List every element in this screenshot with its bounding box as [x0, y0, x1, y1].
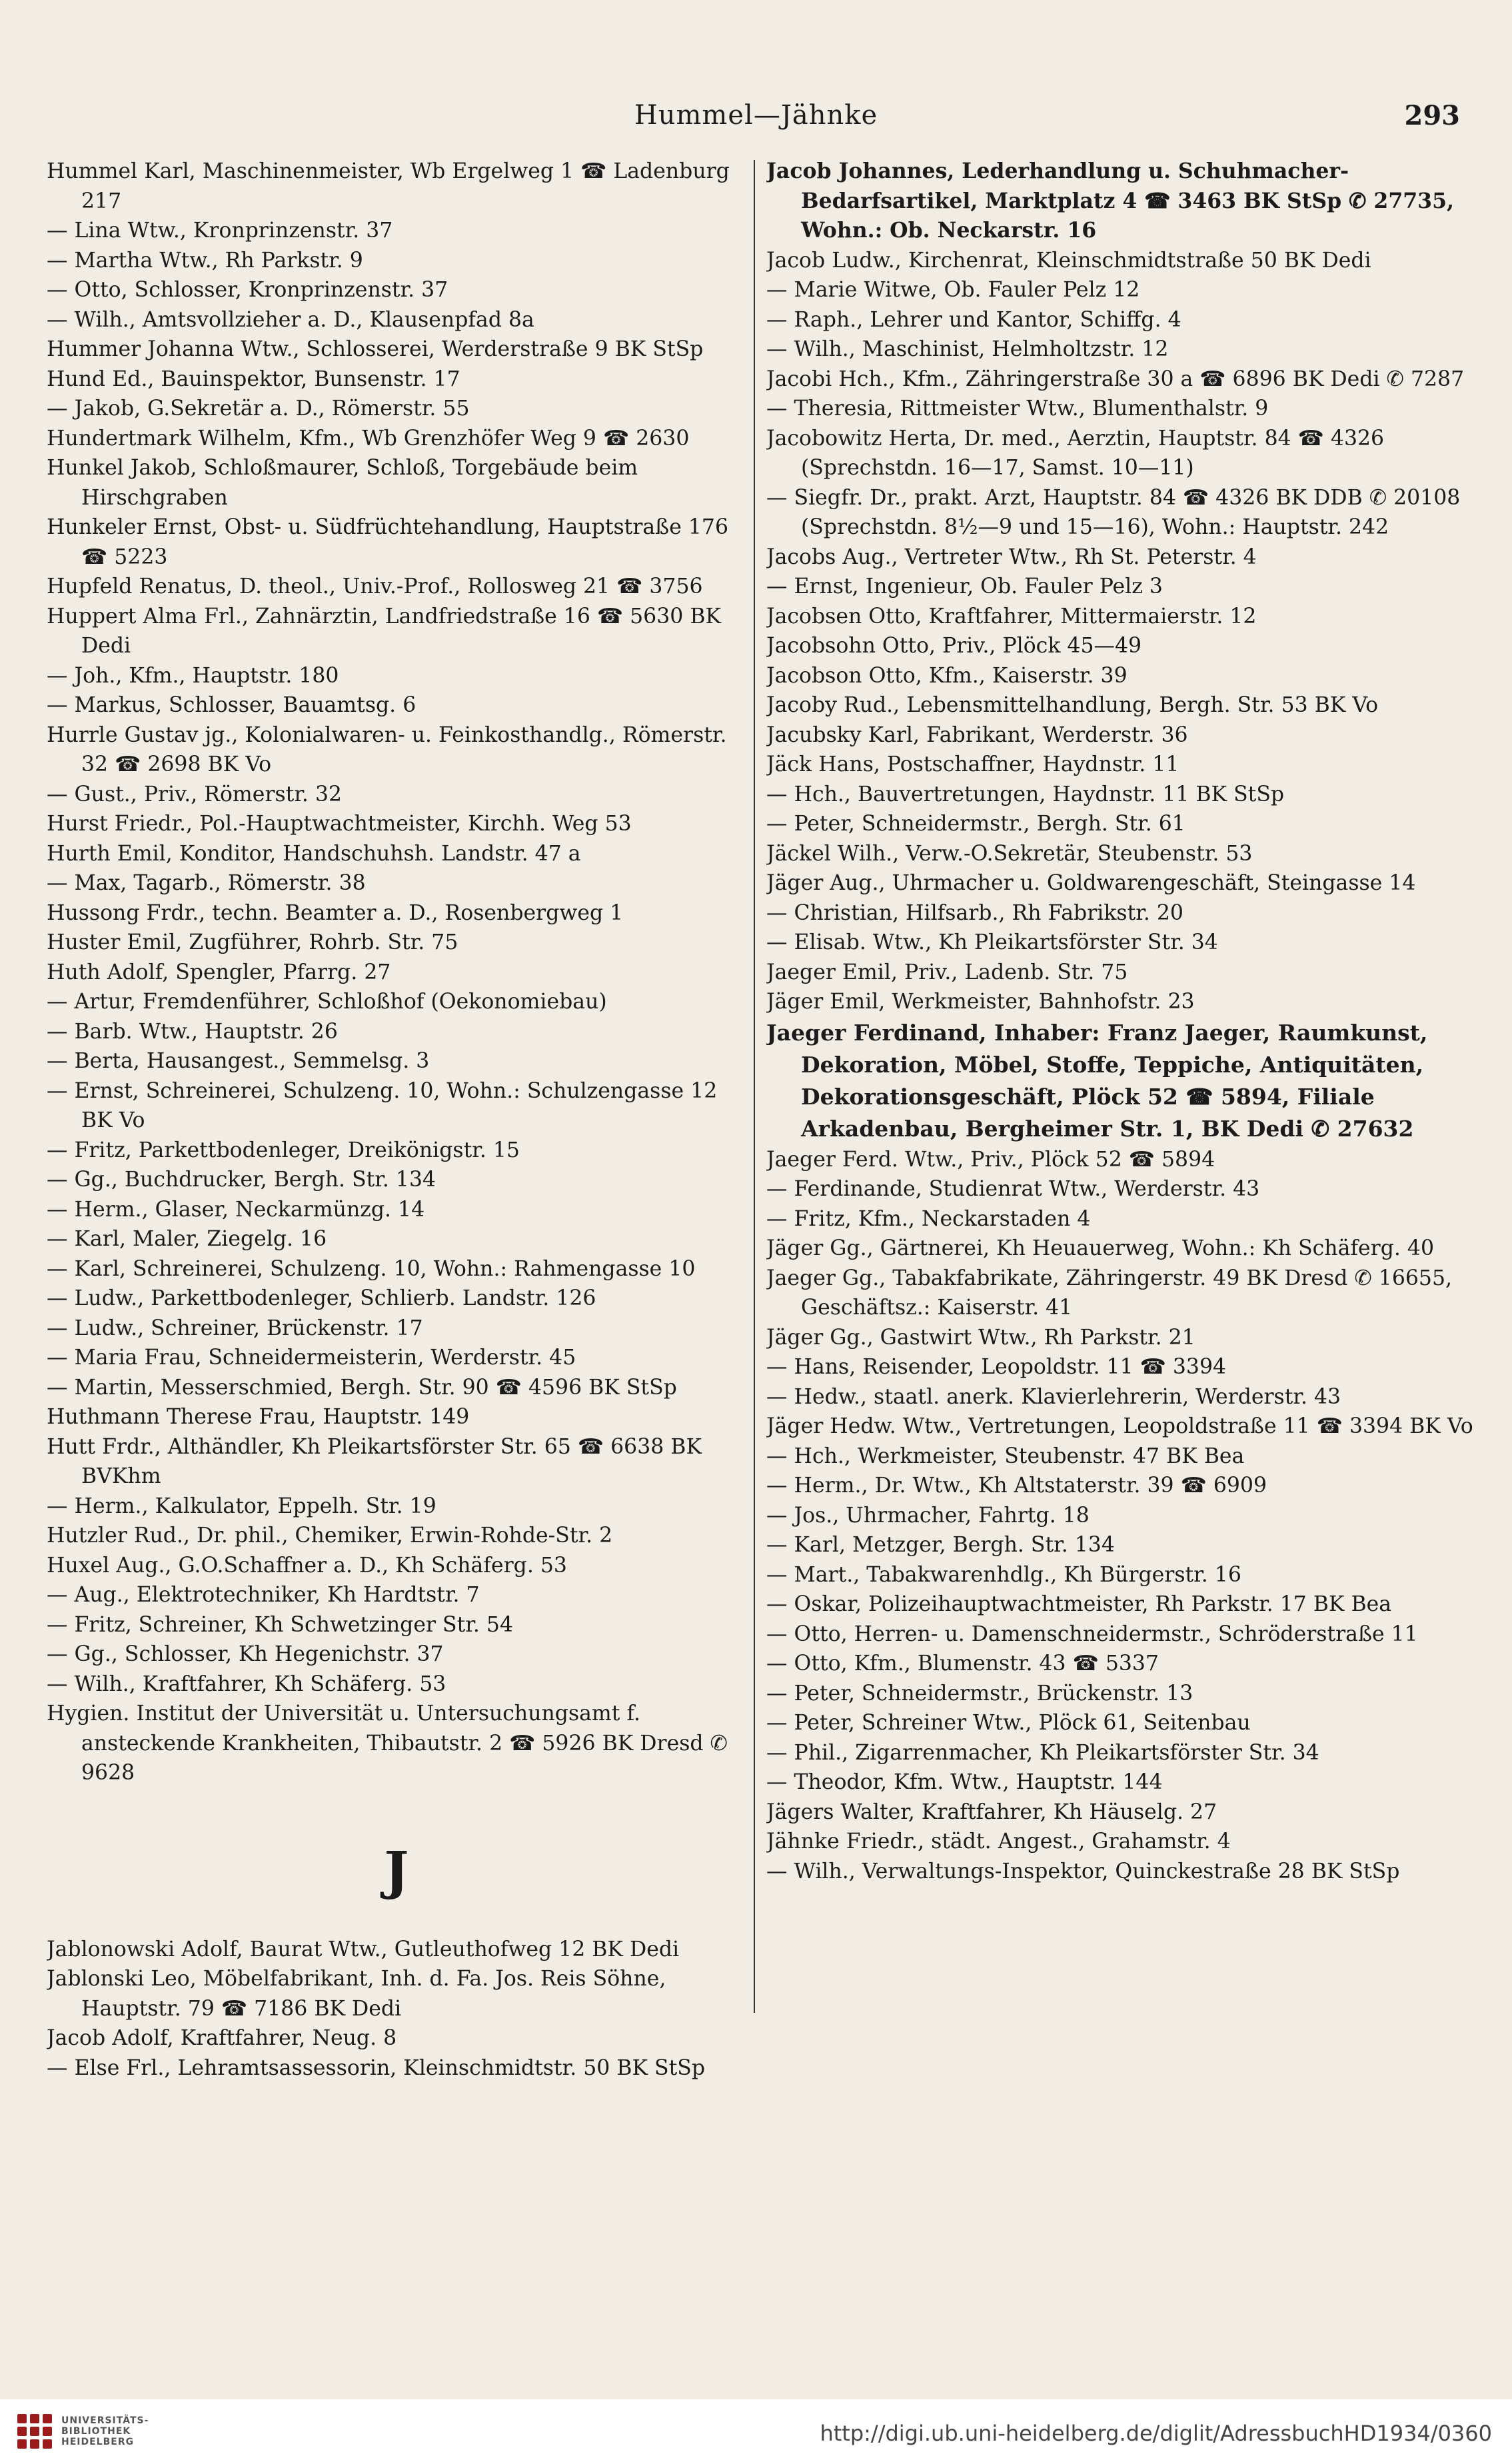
right-column — [766, 157, 1489, 1886]
column-divider — [754, 160, 755, 2013]
directory-entry: — Aug., Elektrotechniker, Kh Hardtstr. 7 — [47, 1583, 480, 1607]
directory-entry: Jacoby Rud., Lebensmittelhandlung, Bergh. Str. 53 BK Vo — [766, 693, 1379, 717]
page-number: 293 — [1404, 100, 1460, 131]
directory-entry: — Phil., Zigarrenmacher, Kh Pleikartsförster Str. 34 — [766, 1740, 1319, 1765]
directory-entry: Jacobs Aug., Vertreter Wtw., Rh St. Peterstr. 4 — [766, 545, 1257, 569]
directory-entry: — Peter, Schreiner Wtw., Plöck 61, Seitenbau — [766, 1711, 1251, 1735]
directory-entry: — Fritz, Parkettbodenleger, Dreikönigstr. 15 — [47, 1138, 520, 1162]
directory-entry: Jacobowitz Herta, Dr. med., Aerztin, Hauptstr. 84 ☎ 4326 (Sprechstdn. 16—17, Samst. 10—11) — [766, 426, 1385, 480]
directory-entry: — Herm., Kalkulator, Eppelh. Str. 19 — [47, 1494, 436, 1518]
directory-entry: Hurrle Gustav jg., Kolonialwaren- u. Feinkosthandlg., Römerstr. 32 ☎ 2698 BK Vo — [47, 722, 727, 776]
directory-entry: — Mart., Tabakwarenhdlg., Kh Bürgerstr. 16 — [766, 1562, 1241, 1587]
directory-entry: — Barb. Wtw., Hauptstr. 26 — [47, 1019, 338, 1044]
directory-entry: — Markus, Schlosser, Bauamtsg. 6 — [47, 693, 416, 717]
directory-entry: — Christian, Hilfsarb., Rh Fabrikstr. 20 — [766, 900, 1183, 925]
directory-entry: Hurth Emil, Konditor, Handschuhsh. Landstr. 47 a — [47, 841, 581, 866]
directory-entry: — Peter, Schneidermstr., Brückenstr. 13 — [766, 1681, 1193, 1706]
directory-entry: — Jakob, G.Sekretär a. D., Römerstr. 55 — [47, 397, 470, 421]
directory-entry: — Martha Wtw., Rh Parkstr. 9 — [47, 248, 363, 273]
directory-entry: Jähnke Friedr., städt. Angest., Grahamstr. 4 — [766, 1830, 1231, 1853]
directory-entry: — Gust., Priv., Römerstr. 32 — [47, 782, 343, 806]
directory-entry: Huppert Alma Frl., Zahnärztin, Landfriedstraße 16 ☎ 5630 BK Dedi — [47, 604, 721, 658]
directory-entry: Hummel Karl, Maschinenmeister, Wb Ergelweg 1 ☎ Ladenburg 217 — [47, 159, 730, 213]
directory-entry: Hund Ed., Bauinspektor, Bunsenstr. 17 — [47, 367, 460, 391]
directory-entry: — Ferdinande, Studienrat Wtw., Werderstr. 43 — [766, 1177, 1260, 1201]
directory-entry: Jäger Gg., Gärtnerei, Kh Heuauerweg, Wohn.: Kh Schäferg. 40 — [766, 1236, 1435, 1260]
directory-entry: — Martin, Messerschmied, Bergh. Str. 90 ☎ 4596 BK StSp — [47, 1375, 677, 1400]
section-letter-heading: J — [384, 1840, 409, 1901]
directory-entry: — Wilh., Amtsvollzieher a. D., Klausenpfad 8a — [47, 307, 534, 332]
directory-entry: Jaeger Ferdinand, Inhaber: Franz Jaeger, Raumkunst, Dekoration, Möbel, Stoffe, Teppiche, Antiquitäten, Dekorationsgeschäft, Plöck 52 ☎ 5894, Filiale Arkadenbau, Bergheimer Str. 1, BK Dedi ✆ 27632 — [766, 1019, 1428, 1142]
source-url-link[interactable]: http://digi.ub.uni-heidelberg.de/diglit/AdressbuchHD1934/0360 — [820, 2421, 1492, 2446]
directory-entry: Hundertmark Wilhelm, Kfm., Wb Grenzhöfer Weg 9 ☎ 2630 — [47, 426, 690, 451]
directory-entry: Jäck Hans, Postschaffner, Haydnstr. 11 — [766, 752, 1179, 776]
directory-entry: — Gg., Schlosser, Kh Hegenichstr. 37 — [47, 1642, 444, 1666]
directory-entry: Huster Emil, Zugführer, Rohrb. Str. 75 — [47, 930, 458, 954]
directory-entry: — Siegfr. Dr., prakt. Arzt, Hauptstr. 84 ☎ 4326 BK DDB ✆ 20108 (Sprechstdn. 8½—9 und 15—16), Wohn.: Hauptstr. 242 — [766, 485, 1461, 539]
directory-entry: Hygien. Institut der Universität u. Untersuchungsamt f. ansteckende Krankheiten, Thibautstr. 2 ☎ 5926 BK Dresd ✆ 9628 — [47, 1702, 728, 1785]
directory-entry: Hupfeld Renatus, D. theol., Univ.-Prof., Rollosweg 21 ☎ 3756 — [47, 575, 703, 599]
directory-entry: Hutt Frdr., Althändler, Kh Pleikartsförster Str. 65 ☎ 6638 BK BVKhm — [47, 1434, 702, 1488]
directory-entry: — Berta, Hausangest., Semmelsg. 3 — [47, 1049, 430, 1073]
directory-entry: — Herm., Dr. Wtw., Kh Altstaterstr. 39 ☎ 6909 — [766, 1474, 1267, 1498]
directory-entry: Jäger Aug., Uhrmacher u. Goldwarengeschäft, Steingasse 14 — [766, 871, 1416, 895]
directory-entry: — Artur, Fremdenführer, Schloßhof (Oekonomiebau) — [47, 990, 607, 1014]
directory-entry: Hutzler Rud., Dr. phil., Chemiker, Erwin-Rohde-Str. 2 — [47, 1524, 613, 1548]
directory-entry: — Peter, Schneidermstr., Bergh. Str. 61 — [766, 812, 1185, 836]
directory-entry: Jacobsohn Otto, Priv., Plöck 45—49 — [766, 634, 1142, 658]
directory-entry: Jacobson Otto, Kfm., Kaiserstr. 39 — [766, 663, 1128, 688]
library-logo-text: UNIVERSITÄTS- BIBLIOTHEK HEIDELBERG — [61, 2415, 149, 2447]
directory-entry: — Wilh., Verwaltungs-Inspektor, Quinckestraße 28 BK StSp — [766, 1859, 1400, 1883]
directory-entry: — Otto, Schlosser, Kronprinzenstr. 37 — [47, 278, 448, 302]
directory-entry: — Otto, Kfm., Blumenstr. 43 ☎ 5337 — [766, 1652, 1159, 1676]
directory-entry: Jacobi Hch., Kfm., Zähringerstraße 30 a ☎ 6896 BK Dedi ✆ 7287 — [766, 367, 1465, 391]
directory-entry: Jäger Gg., Gastwirt Wtw., Rh Parkstr. 21 — [766, 1325, 1195, 1350]
directory-entry: — Karl, Metzger, Bergh. Str. 134 — [766, 1533, 1115, 1557]
directory-entry: — Jos., Uhrmacher, Fahrtg. 18 — [766, 1503, 1090, 1528]
directory-entry: — Hans, Reisender, Leopoldstr. 11 ☎ 3394 — [766, 1355, 1227, 1379]
directory-entry: — Gg., Buchdrucker, Bergh. Str. 134 — [47, 1168, 436, 1192]
directory-entry: — Ludw., Schreiner, Brückenstr. 17 — [47, 1316, 423, 1340]
directory-entry: Jacob Johannes, Lederhandlung u. Schuhmacher-Bedarfsartikel, Marktplatz 4 ☎ 3463 BK StSp ✆ 27735, Wohn.: Ob. Neckarstr. 16 — [766, 159, 1454, 243]
left-column — [47, 157, 746, 2083]
directory-entry: Jacob Adolf, Kraftfahrer, Neug. 8 — [47, 2026, 397, 2050]
directory-entry: Hurst Friedr., Pol.-Hauptwachtmeister, Kirchh. Weg 53 — [47, 812, 632, 836]
directory-entry: Jäger Hedw. Wtw., Vertretungen, Leopoldstraße 11 ☎ 3394 BK Vo — [766, 1414, 1473, 1438]
directory-entry: — Else Frl., Lehramtsassessorin, Kleinschmidtstr. 50 BK StSp — [47, 2055, 705, 2080]
directory-entry: Huth Adolf, Spengler, Pfarrg. 27 — [47, 960, 391, 984]
directory-entry: — Lina Wtw., Kronprinzenstr. 37 — [47, 219, 393, 243]
directory-entry: Jägers Walter, Kraftfahrer, Kh Häuselg. 27 — [766, 1800, 1217, 1824]
directory-entry: — Joh., Kfm., Hauptstr. 180 — [47, 663, 339, 688]
directory-entry: Jacubsky Karl, Fabrikant, Werderstr. 36 — [766, 722, 1188, 747]
directory-entry: — Maria Frau, Schneidermeisterin, Werderstr. 45 — [47, 1346, 576, 1370]
directory-entry: — Oskar, Polizeihauptwachtmeister, Rh Parkstr. 17 BK Bea — [766, 1592, 1392, 1616]
directory-entry: Jäger Emil, Werkmeister, Bahnhofstr. 23 — [766, 990, 1195, 1014]
directory-entry: — Hch., Bauvertretungen, Haydnstr. 11 BK StSp — [766, 782, 1285, 806]
directory-entry: Jablonski Leo, Möbelfabrikant, Inh. d. Fa. Jos. Reis Söhne, Hauptstr. 79 ☎ 7186 BK Dedi — [47, 1967, 666, 2021]
directory-entry: Hunkel Jakob, Schloßmaurer, Schloß, Torgebäude beim Hirschgraben — [47, 456, 638, 510]
directory-entry: Huthmann Therese Frau, Hauptstr. 149 — [47, 1405, 470, 1429]
page-header — [47, 87, 1465, 140]
directory-entry: Jablonowski Adolf, Baurat Wtw., Gutleuthofweg 12 BK Dedi — [47, 1937, 680, 1961]
directory-entry: — Karl, Maler, Ziegelg. 16 — [47, 1227, 327, 1251]
directory-entry: — Max, Tagarb., Römerstr. 38 — [47, 871, 366, 895]
directory-entry: Jaeger Gg., Tabakfabrikate, Zähringerstr. 49 BK Dresd ✆ 16655, Geschäftsz.: Kaiserstr. 41 — [766, 1266, 1452, 1320]
directory-entry: — Hedw., staatl. anerk. Klavierlehrerin, Werderstr. 43 — [766, 1384, 1341, 1409]
directory-entry: — Fritz, Kfm., Neckarstaden 4 — [766, 1206, 1091, 1231]
directory-entry: Jaeger Ferd. Wtw., Priv., Plöck 52 ☎ 5894 — [766, 1147, 1215, 1172]
directory-entry: — Wilh., Maschinist, Helmholtzstr. 12 — [766, 337, 1169, 361]
directory-entry: — Ernst, Ingenieur, Ob. Fauler Pelz 3 — [766, 575, 1163, 599]
directory-entry: — Raph., Lehrer und Kantor, Schiffg. 4 — [766, 307, 1181, 332]
directory-entry: — Theodor, Kfm. Wtw., Hauptstr. 144 — [766, 1770, 1163, 1794]
directory-entry: Hussong Frdr., techn. Beamter a. D., Rosenbergweg 1 — [47, 900, 624, 925]
directory-entry: Hummer Johanna Wtw., Schlosserei, Werderstraße 9 BK StSp — [47, 337, 704, 361]
library-logo-icon — [17, 2414, 52, 2449]
directory-entry: — Karl, Schreinerei, Schulzeng. 10, Wohn.: Rahmengasse 10 — [47, 1256, 696, 1281]
running-title: Hummel—Jähnke — [634, 100, 878, 131]
directory-entry: — Ludw., Parkettbodenleger, Schlierb. Landstr. 126 — [47, 1286, 596, 1310]
directory-entry: Jaeger Emil, Priv., Ladenb. Str. 75 — [766, 960, 1128, 984]
directory-entry: — Elisab. Wtw., Kh Pleikartsförster Str. 34 — [766, 930, 1218, 954]
directory-entry: — Otto, Herren- u. Damenschneidermstr., Schröderstraße 11 — [766, 1622, 1418, 1646]
library-logo[interactable] — [17, 2414, 149, 2449]
directory-entry: — Marie Witwe, Ob. Fauler Pelz 12 — [766, 278, 1140, 302]
directory-entry: — Wilh., Kraftfahrer, Kh Schäferg. 53 — [47, 1672, 446, 1696]
directory-entry: Huxel Aug., G.O.Schaffner a. D., Kh Schäferg. 53 — [47, 1553, 567, 1578]
directory-entry: Jacob Ludw., Kirchenrat, Kleinschmidtstraße 50 BK Dedi — [766, 248, 1371, 273]
directory-entry: — Hch., Werkmeister, Steubenstr. 47 BK Bea — [766, 1444, 1245, 1468]
directory-entry: — Ernst, Schreinerei, Schulzeng. 10, Wohn.: Schulzengasse 12 BK Vo — [47, 1078, 718, 1132]
footer-bar — [0, 2399, 1512, 2464]
directory-entry: — Herm., Glaser, Neckarmünzg. 14 — [47, 1197, 425, 1222]
directory-entry: — Theresia, Rittmeister Wtw., Blumenthalstr. 9 — [766, 397, 1269, 421]
directory-entry: — Fritz, Schreiner, Kh Schwetzinger Str. 54 — [47, 1612, 513, 1637]
directory-entry: Jacobsen Otto, Kraftfahrer, Mittermaierstr. 12 — [766, 604, 1257, 628]
directory-entry: Hunkeler Ernst, Obst- u. Südfrüchtehandlung, Hauptstraße 176 ☎ 5223 — [47, 515, 728, 569]
directory-entry: Jäckel Wilh., Verw.-O.Sekretär, Steubenstr. 53 — [766, 841, 1253, 866]
